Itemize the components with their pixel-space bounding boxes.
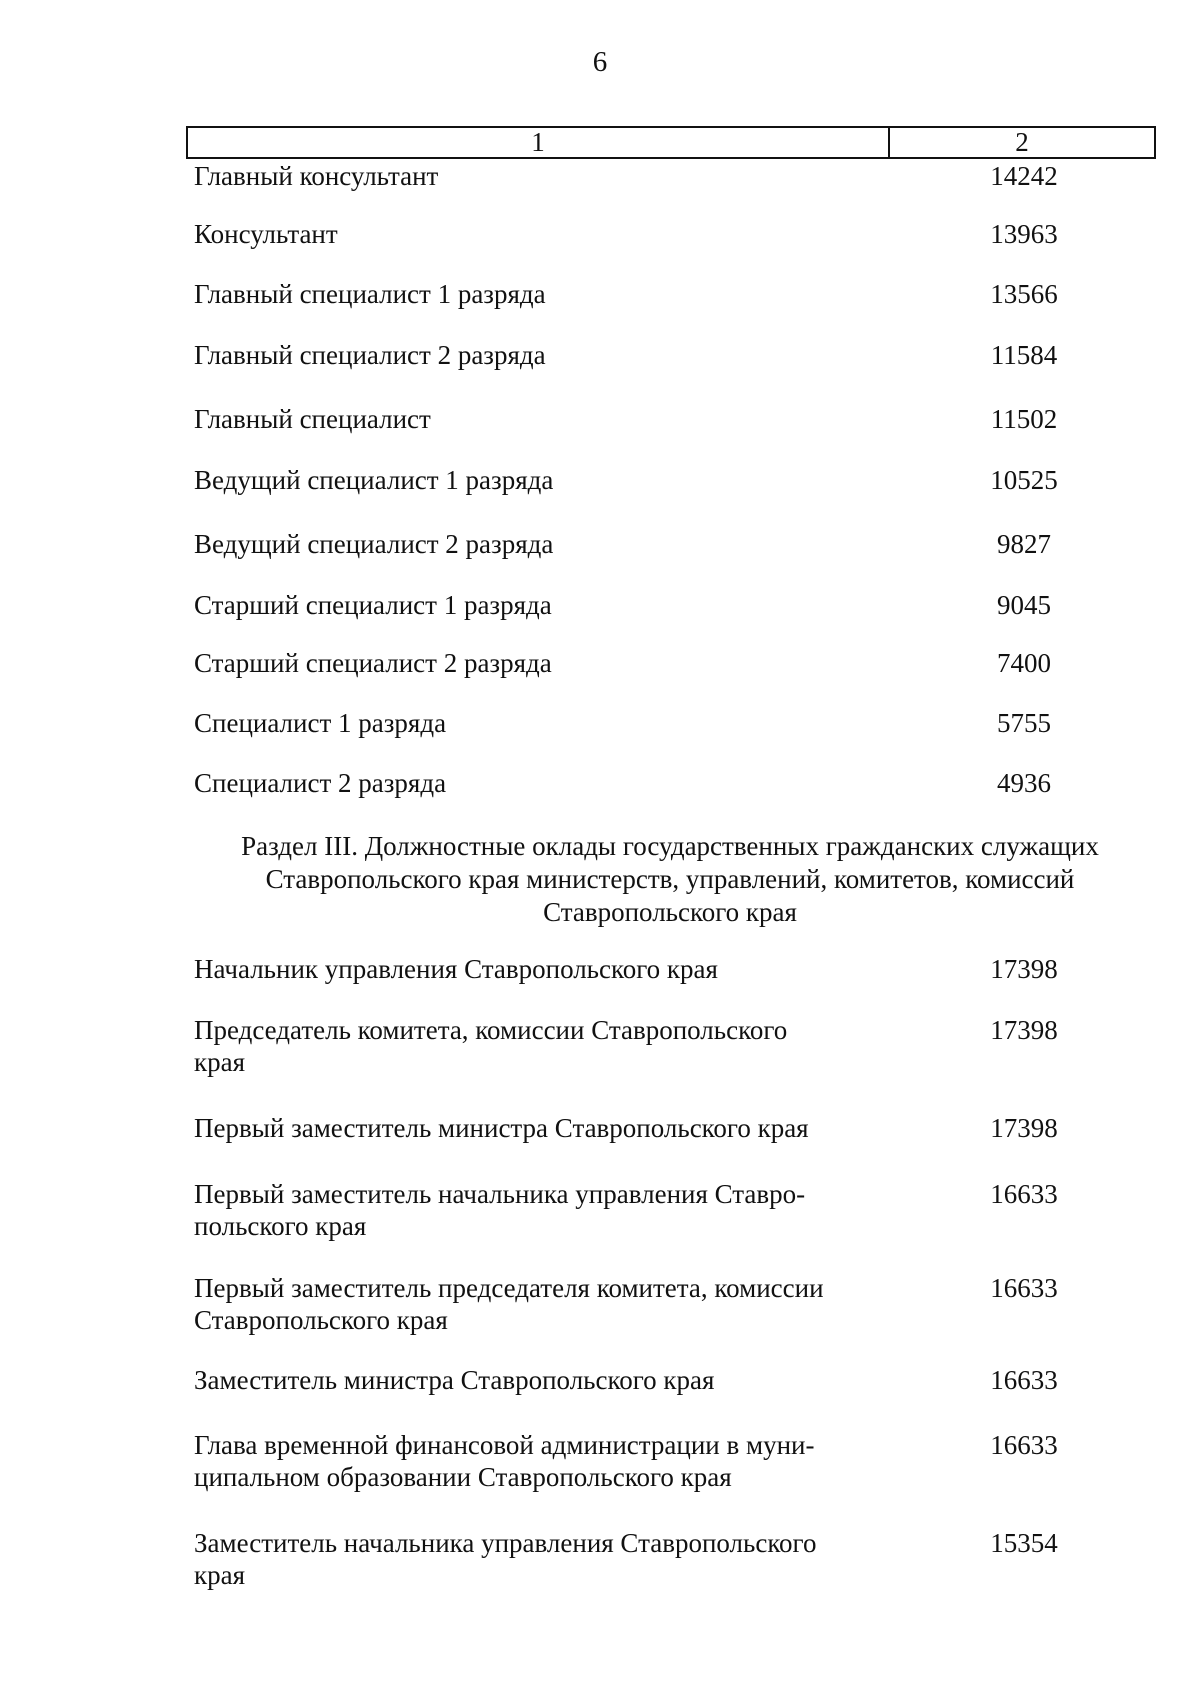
- position-label-line2: польского края: [194, 1211, 367, 1241]
- position-label: Заместитель министра Ставропольского края: [194, 1365, 715, 1395]
- salary-value: 10525: [990, 465, 1058, 495]
- position-label: Начальник управления Ставропольского края: [194, 954, 718, 984]
- position-label: [194, 1272, 854, 1336]
- salary-value: 16633: [990, 1273, 1058, 1303]
- salary-value: 9827: [997, 529, 1051, 559]
- table-header: [186, 126, 1156, 159]
- position-label-line1: Заместитель начальника управления Ставропольского: [194, 1528, 817, 1558]
- salary-value: 13566: [990, 279, 1058, 309]
- position-label: Старший специалист 2 разряда: [194, 648, 552, 678]
- page-number: 6: [592, 46, 608, 78]
- position-label: [194, 1014, 854, 1078]
- position-label-line1: Глава временной финансовой администрации в муни-: [194, 1430, 815, 1460]
- position-label: Главный специалист 1 разряда: [194, 279, 546, 309]
- salary-value: 16633: [990, 1179, 1058, 1209]
- salary-value: 4936: [997, 768, 1051, 798]
- position-label-line2: края: [194, 1047, 246, 1077]
- position-label: Консультант: [194, 219, 338, 249]
- salary-value: 17398: [990, 1015, 1058, 1045]
- table-header-col1: 1: [188, 128, 890, 157]
- salary-value: 11502: [990, 404, 1058, 434]
- table-header-col2: 2: [1015, 127, 1029, 157]
- salary-value: 7400: [997, 648, 1051, 678]
- section-title: [190, 830, 1150, 929]
- position-label-line1: Первый заместитель председателя комитета, комиссии: [194, 1273, 824, 1303]
- position-label: [194, 1178, 854, 1242]
- position-label: Специалист 2 разряда: [194, 768, 447, 798]
- position-label: Главный специалист: [194, 404, 431, 434]
- position-label-line2: Ставропольского края: [194, 1305, 448, 1335]
- salary-value: 13963: [990, 219, 1058, 249]
- position-label-line1: Председатель комитета, комиссии Ставропольского: [194, 1015, 788, 1045]
- salary-value: 5755: [997, 708, 1051, 738]
- position-label-line2: края: [194, 1560, 246, 1590]
- section-title-line3: Ставропольского края: [543, 897, 797, 927]
- salary-value: 16633: [990, 1365, 1058, 1395]
- position-label: Главный консультант: [194, 161, 439, 191]
- section-title-line1: Раздел III. Должностные оклады государственных гражданских служащих: [241, 831, 1099, 861]
- salary-value: 17398: [990, 1113, 1058, 1143]
- position-label: [194, 1527, 854, 1591]
- position-label: Старший специалист 1 разряда: [194, 590, 552, 620]
- position-label: Главный специалист 2 разряда: [194, 340, 546, 370]
- salary-value: 15354: [990, 1528, 1058, 1558]
- position-label: Ведущий специалист 2 разряда: [194, 529, 554, 559]
- position-label: Специалист 1 разряда: [194, 708, 447, 738]
- position-label-line2: ципальном образовании Ставропольского края: [194, 1462, 732, 1492]
- section-title-line2: Ставропольского края министерств, управлений, комитетов, комиссий: [265, 864, 1075, 894]
- salary-value: 9045: [997, 590, 1051, 620]
- salary-value: 14242: [990, 161, 1058, 191]
- position-label: Ведущий специалист 1 разряда: [194, 465, 554, 495]
- salary-value: 16633: [990, 1430, 1058, 1460]
- position-label: Первый заместитель министра Ставропольского края: [194, 1113, 809, 1143]
- position-label: [194, 1429, 854, 1493]
- salary-value: 11584: [990, 340, 1058, 370]
- salary-value: 17398: [990, 954, 1058, 984]
- position-label-line1: Первый заместитель начальника управления Ставро-: [194, 1179, 806, 1209]
